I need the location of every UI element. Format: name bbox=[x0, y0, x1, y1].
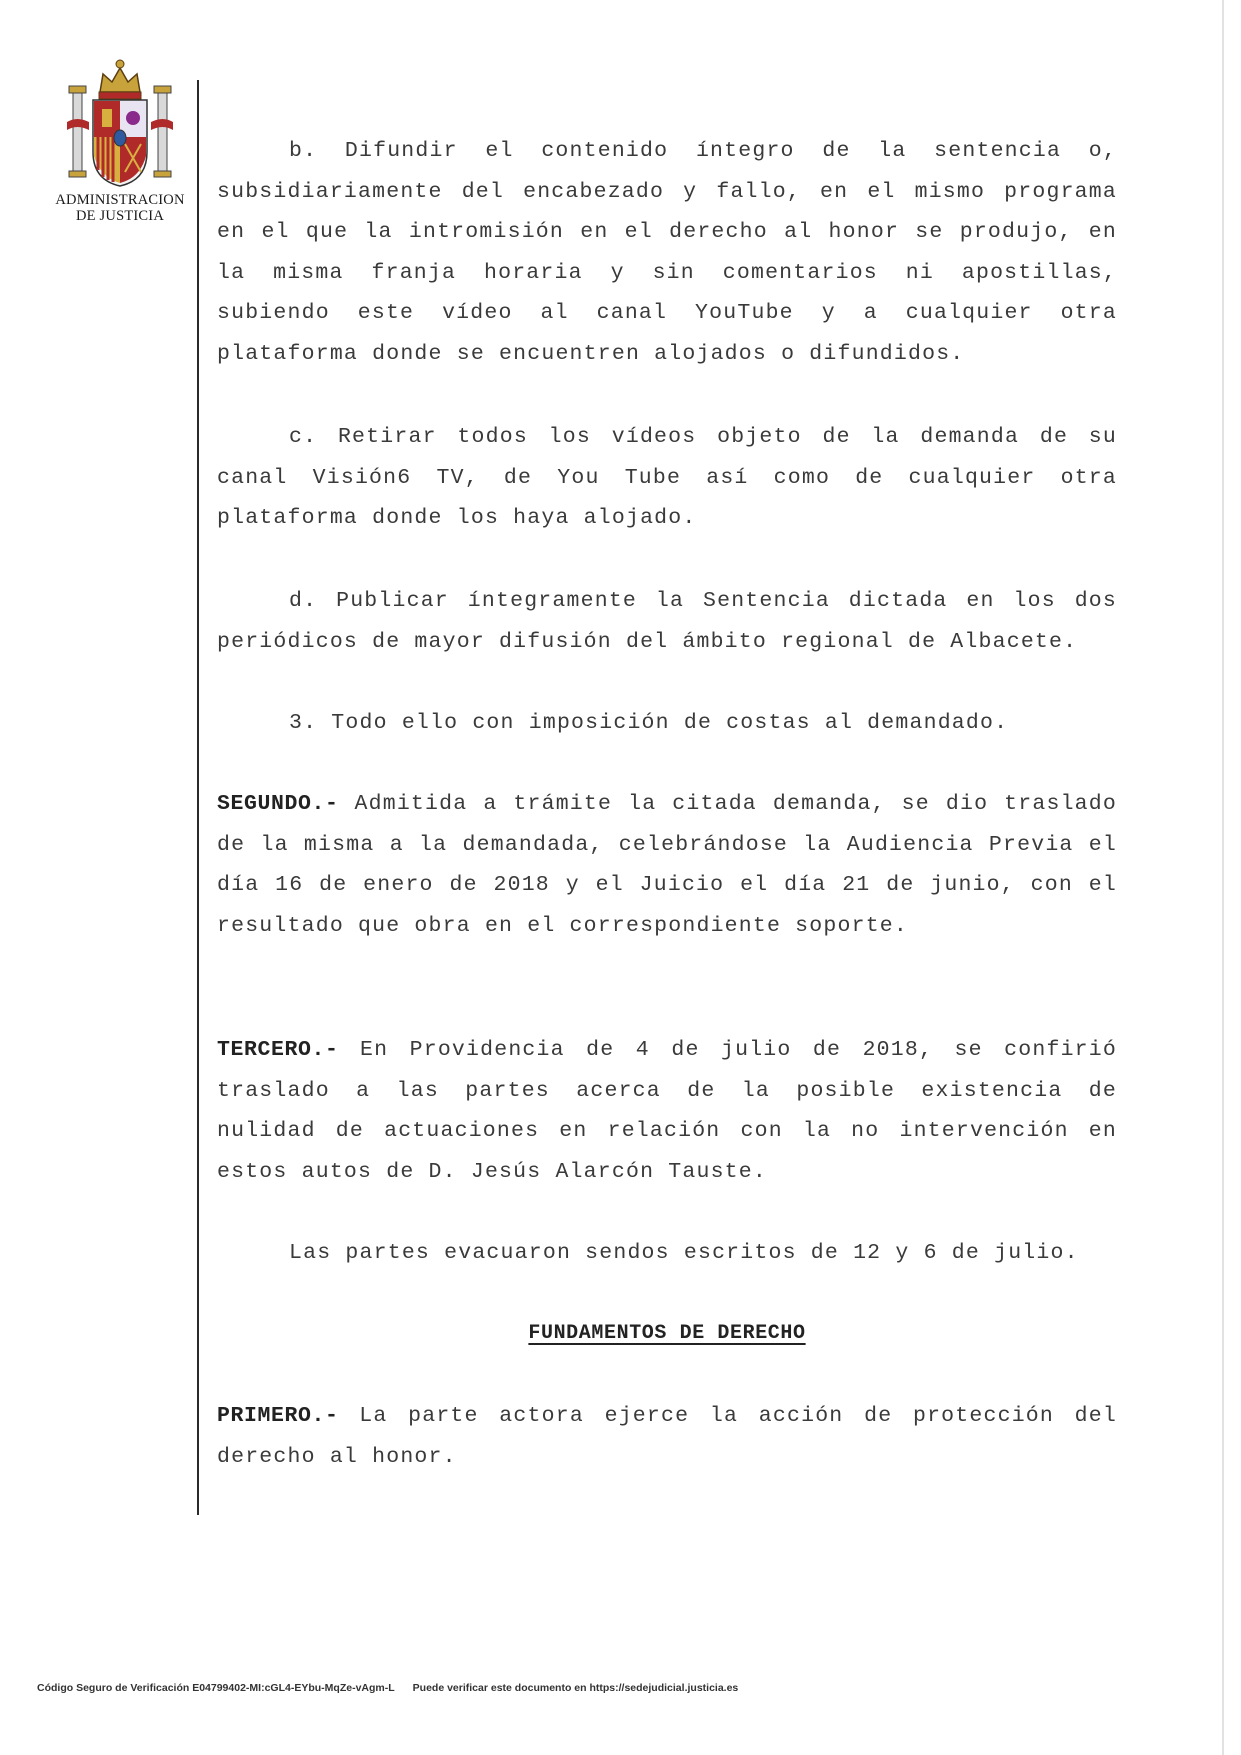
paragraph-c: c. Retirar todos los vídeos objeto de la demanda de su canal Visión6 TV, de You Tube así como de cualquier otra plataforma donde los haya alojado. bbox=[217, 425, 1117, 530]
paragraph-d: d. Publicar íntegramente la Sentencia dictada en los dos periódicos de mayor difusión del ámbito regional de Albacete. bbox=[217, 589, 1117, 654]
partes-paragraph: Las partes evacuaron sendos escritos de 12 y 6 de julio. bbox=[289, 1241, 1079, 1265]
primero-text: La parte actora ejerce la acción de protección del derecho al honor. bbox=[217, 1404, 1117, 1469]
tercero-paragraph bbox=[217, 1030, 1117, 1192]
coat-of-arms-icon bbox=[65, 52, 175, 192]
tercero-block bbox=[217, 1030, 1117, 1192]
fundamentos-heading bbox=[217, 1322, 1117, 1345]
primero-block bbox=[217, 1396, 1117, 1477]
verification-link[interactable]: Puede verificar este documento en https://sedejudicial.justicia.es bbox=[412, 1682, 739, 1694]
tercero-text: En Providencia de 4 de julio de 2018, se confirió traslado a las partes acerca de la posible existencia de nulidad de actuaciones en relación con la no intervención en estos autos de D. Jesús Alarcón Tauste. bbox=[217, 1038, 1117, 1184]
primero-paragraph bbox=[217, 1396, 1117, 1477]
paragraph-3: 3. Todo ello con imposición de costas al demandado. bbox=[289, 711, 1009, 735]
segundo-text: Admitida a trámite la citada demanda, se dio traslado de la misma a la demandada, celebrándose la Audiencia Previa el día 16 de enero de 2018 y el Juicio el día 21 de junio, con el resultado que obra en el correspondiente soporte. bbox=[217, 792, 1117, 938]
page-edge bbox=[1222, 0, 1224, 1755]
paragraph-b: b. Difundir el contenido íntegro de la sentencia o, subsidiariamente del encabezado y fallo, en el mismo programa en el que la intromisión en el derecho al honor se produjo, en la misma franja horaria y sin comentarios ni apostillas, subiendo este vídeo al canal YouTube y a cualquier otra plataforma donde se encuentren alojados o difundidos. bbox=[217, 139, 1117, 366]
primero-label: PRIMERO.- bbox=[217, 1404, 339, 1428]
segundo-label: SEGUNDO.- bbox=[217, 792, 339, 816]
tercero-label: TERCERO.- bbox=[217, 1038, 339, 1062]
verification-code: Código Seguro de Verificación E04799402-MI:cGL4-EYbu-MqZe-vAgm-L bbox=[37, 1682, 395, 1694]
justice-crest bbox=[50, 52, 190, 224]
paragraph-3-block bbox=[217, 703, 1117, 744]
paragraph-b-block bbox=[217, 131, 1117, 374]
paragraph-d-block bbox=[217, 581, 1117, 662]
emblem-line-1: ADMINISTRACION bbox=[55, 192, 185, 208]
segundo-paragraph bbox=[217, 784, 1117, 946]
verification-footer bbox=[37, 1682, 1197, 1694]
partes-block bbox=[217, 1233, 1117, 1274]
emblem-line-2: DE JUSTICIA bbox=[76, 208, 164, 224]
segundo-block bbox=[217, 784, 1117, 946]
margin-rule bbox=[197, 80, 199, 1515]
paragraph-c-block bbox=[217, 417, 1117, 539]
fundamentos-heading-text: FUNDAMENTOS DE DERECHO bbox=[528, 1322, 806, 1345]
